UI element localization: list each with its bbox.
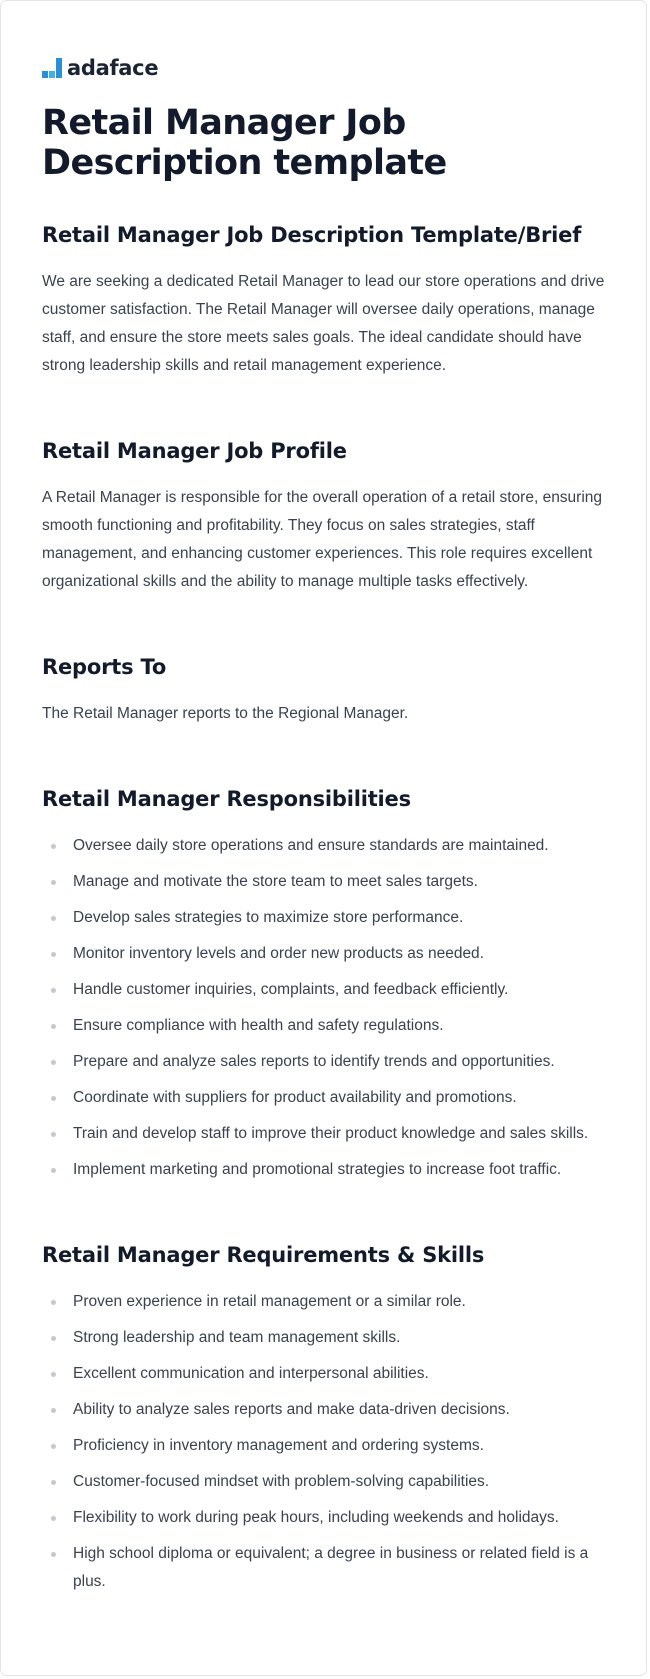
section-heading-brief: Retail Manager Job Description Template/Brief: [42, 223, 582, 247]
list-item: Monitor inventory levels and order new products as needed.: [42, 940, 612, 968]
section-profile: [42, 437, 612, 596]
section-body-brief: We are seeking a dedicated Retail Manager to lead our store operations and drive customer satisfaction. The Retail Manager will oversee daily operations, manage staff, and ensure the store meets sales goals. The ideal candidate should have strong leadership skills and retail management experience.: [42, 273, 605, 374]
page-title: Retail Manager Job Description template: [42, 103, 447, 183]
list-item: Strong leadership and team management skills.: [42, 1324, 612, 1352]
brand-name: adaface: [67, 56, 159, 80]
list-item: Ability to analyze sales reports and make data-driven decisions.: [42, 1396, 612, 1424]
section-heading-responsibilities: Retail Manager Responsibilities: [42, 787, 411, 811]
list-item: Flexibility to work during peak hours, including weekends and holidays.: [42, 1504, 612, 1532]
list-item: Proven experience in retail management or a similar role.: [42, 1288, 612, 1316]
section-responsibilities: [42, 785, 612, 1192]
section-body-profile: A Retail Manager is responsible for the overall operation of a retail store, ensuring smooth functioning and profitability. They focus on sales strategies, staff management, and enhancing customer experiences. This role requires excellent organizational skills and the ability to manage multiple tasks effectively.: [42, 489, 603, 590]
list-item: Coordinate with suppliers for product availability and promotions.: [42, 1084, 612, 1112]
list-item: Develop sales strategies to maximize store performance.: [42, 904, 612, 932]
list-item: Customer-focused mindset with problem-solving capabilities.: [42, 1468, 612, 1496]
list-item: Proficiency in inventory management and ordering systems.: [42, 1432, 612, 1460]
responsibilities-list: [42, 832, 612, 1184]
list-item: Implement marketing and promotional strategies to increase foot traffic.: [42, 1156, 612, 1184]
document-content: [42, 53, 612, 1590]
section-requirements: [42, 1241, 612, 1604]
list-item: High school diploma or equivalent; a degree in business or related field is a plus.: [42, 1540, 612, 1596]
list-item: Train and develop staff to improve their product knowledge and sales skills.: [42, 1120, 612, 1148]
section-body-reports-to: The Retail Manager reports to the Regional Manager.: [42, 705, 409, 722]
section-reports-to: [42, 653, 612, 728]
list-item: Manage and motivate the store team to meet sales targets.: [42, 868, 612, 896]
section-brief: [42, 221, 612, 380]
section-heading-reports-to: Reports To: [42, 655, 167, 679]
list-item: Handle customer inquiries, complaints, and feedback efficiently.: [42, 976, 612, 1004]
list-item: Prepare and analyze sales reports to identify trends and opportunities.: [42, 1048, 612, 1076]
list-item: Excellent communication and interpersonal abilities.: [42, 1360, 612, 1388]
list-item: Oversee daily store operations and ensure standards are maintained.: [42, 832, 612, 860]
section-heading-requirements: Retail Manager Requirements & Skills: [42, 1243, 485, 1267]
requirements-list: [42, 1288, 612, 1596]
brand-logo[interactable]: [42, 53, 612, 83]
adaface-logo-icon: [42, 58, 62, 78]
list-item: Ensure compliance with health and safety regulations.: [42, 1012, 612, 1040]
section-heading-profile: Retail Manager Job Profile: [42, 439, 347, 463]
